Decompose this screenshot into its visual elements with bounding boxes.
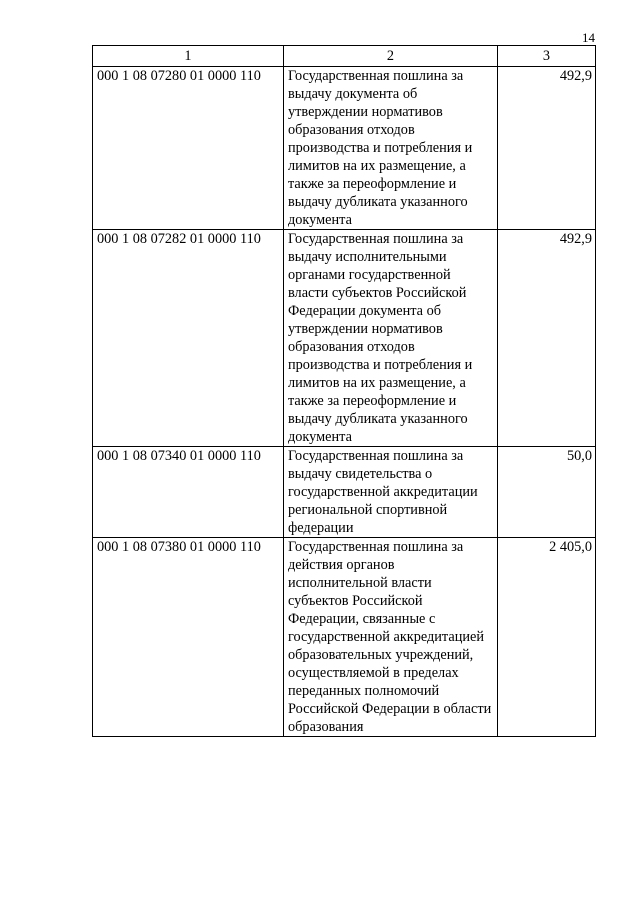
table-row bbox=[93, 230, 596, 447]
revenue-amount: 492,9 bbox=[498, 67, 596, 230]
revenue-amount: 50,0 bbox=[498, 447, 596, 538]
revenue-code: 000 1 08 07282 01 0000 110 bbox=[93, 230, 284, 447]
table-row bbox=[93, 67, 596, 230]
budget-revenue-table bbox=[92, 45, 596, 737]
table-row bbox=[93, 447, 596, 538]
column-header-code: 1 bbox=[93, 46, 284, 67]
column-header-amount: 3 bbox=[498, 46, 596, 67]
page-number: 14 bbox=[582, 30, 595, 45]
revenue-amount: 2 405,0 bbox=[498, 538, 596, 737]
revenue-description: Государственная пошлина за выдачу свидетельства о государственной аккредитации региональной спортивной федерации bbox=[284, 447, 498, 538]
column-header-description: 2 bbox=[284, 46, 498, 67]
table-header-row bbox=[93, 46, 596, 67]
revenue-amount: 492,9 bbox=[498, 230, 596, 447]
revenue-code: 000 1 08 07380 01 0000 110 bbox=[93, 538, 284, 737]
revenue-description: Государственная пошлина за действия органов исполнительной власти субъектов Российской Федерации, связанные с государственной аккредитацией образовательных учреждений, осуществляемой в пределах переданных полномочий Российской Федерации в области образования bbox=[284, 538, 498, 737]
table-row bbox=[93, 538, 596, 737]
revenue-code: 000 1 08 07280 01 0000 110 bbox=[93, 67, 284, 230]
revenue-code: 000 1 08 07340 01 0000 110 bbox=[93, 447, 284, 538]
revenue-description: Государственная пошлина за выдачу исполнительными органами государственной власти субъектов Российской Федерации документа об утверждении нормативов образования отходов производства и потребления и лимитов на их размещение, а также за переоформление и выдачу дубликата указанного документа bbox=[284, 230, 498, 447]
revenue-description: Государственная пошлина за выдачу документа об утверждении нормативов образования отходов производства и потребления и лимитов на их размещение, а также за переоформление и выдачу дубликата указанного документа bbox=[284, 67, 498, 230]
